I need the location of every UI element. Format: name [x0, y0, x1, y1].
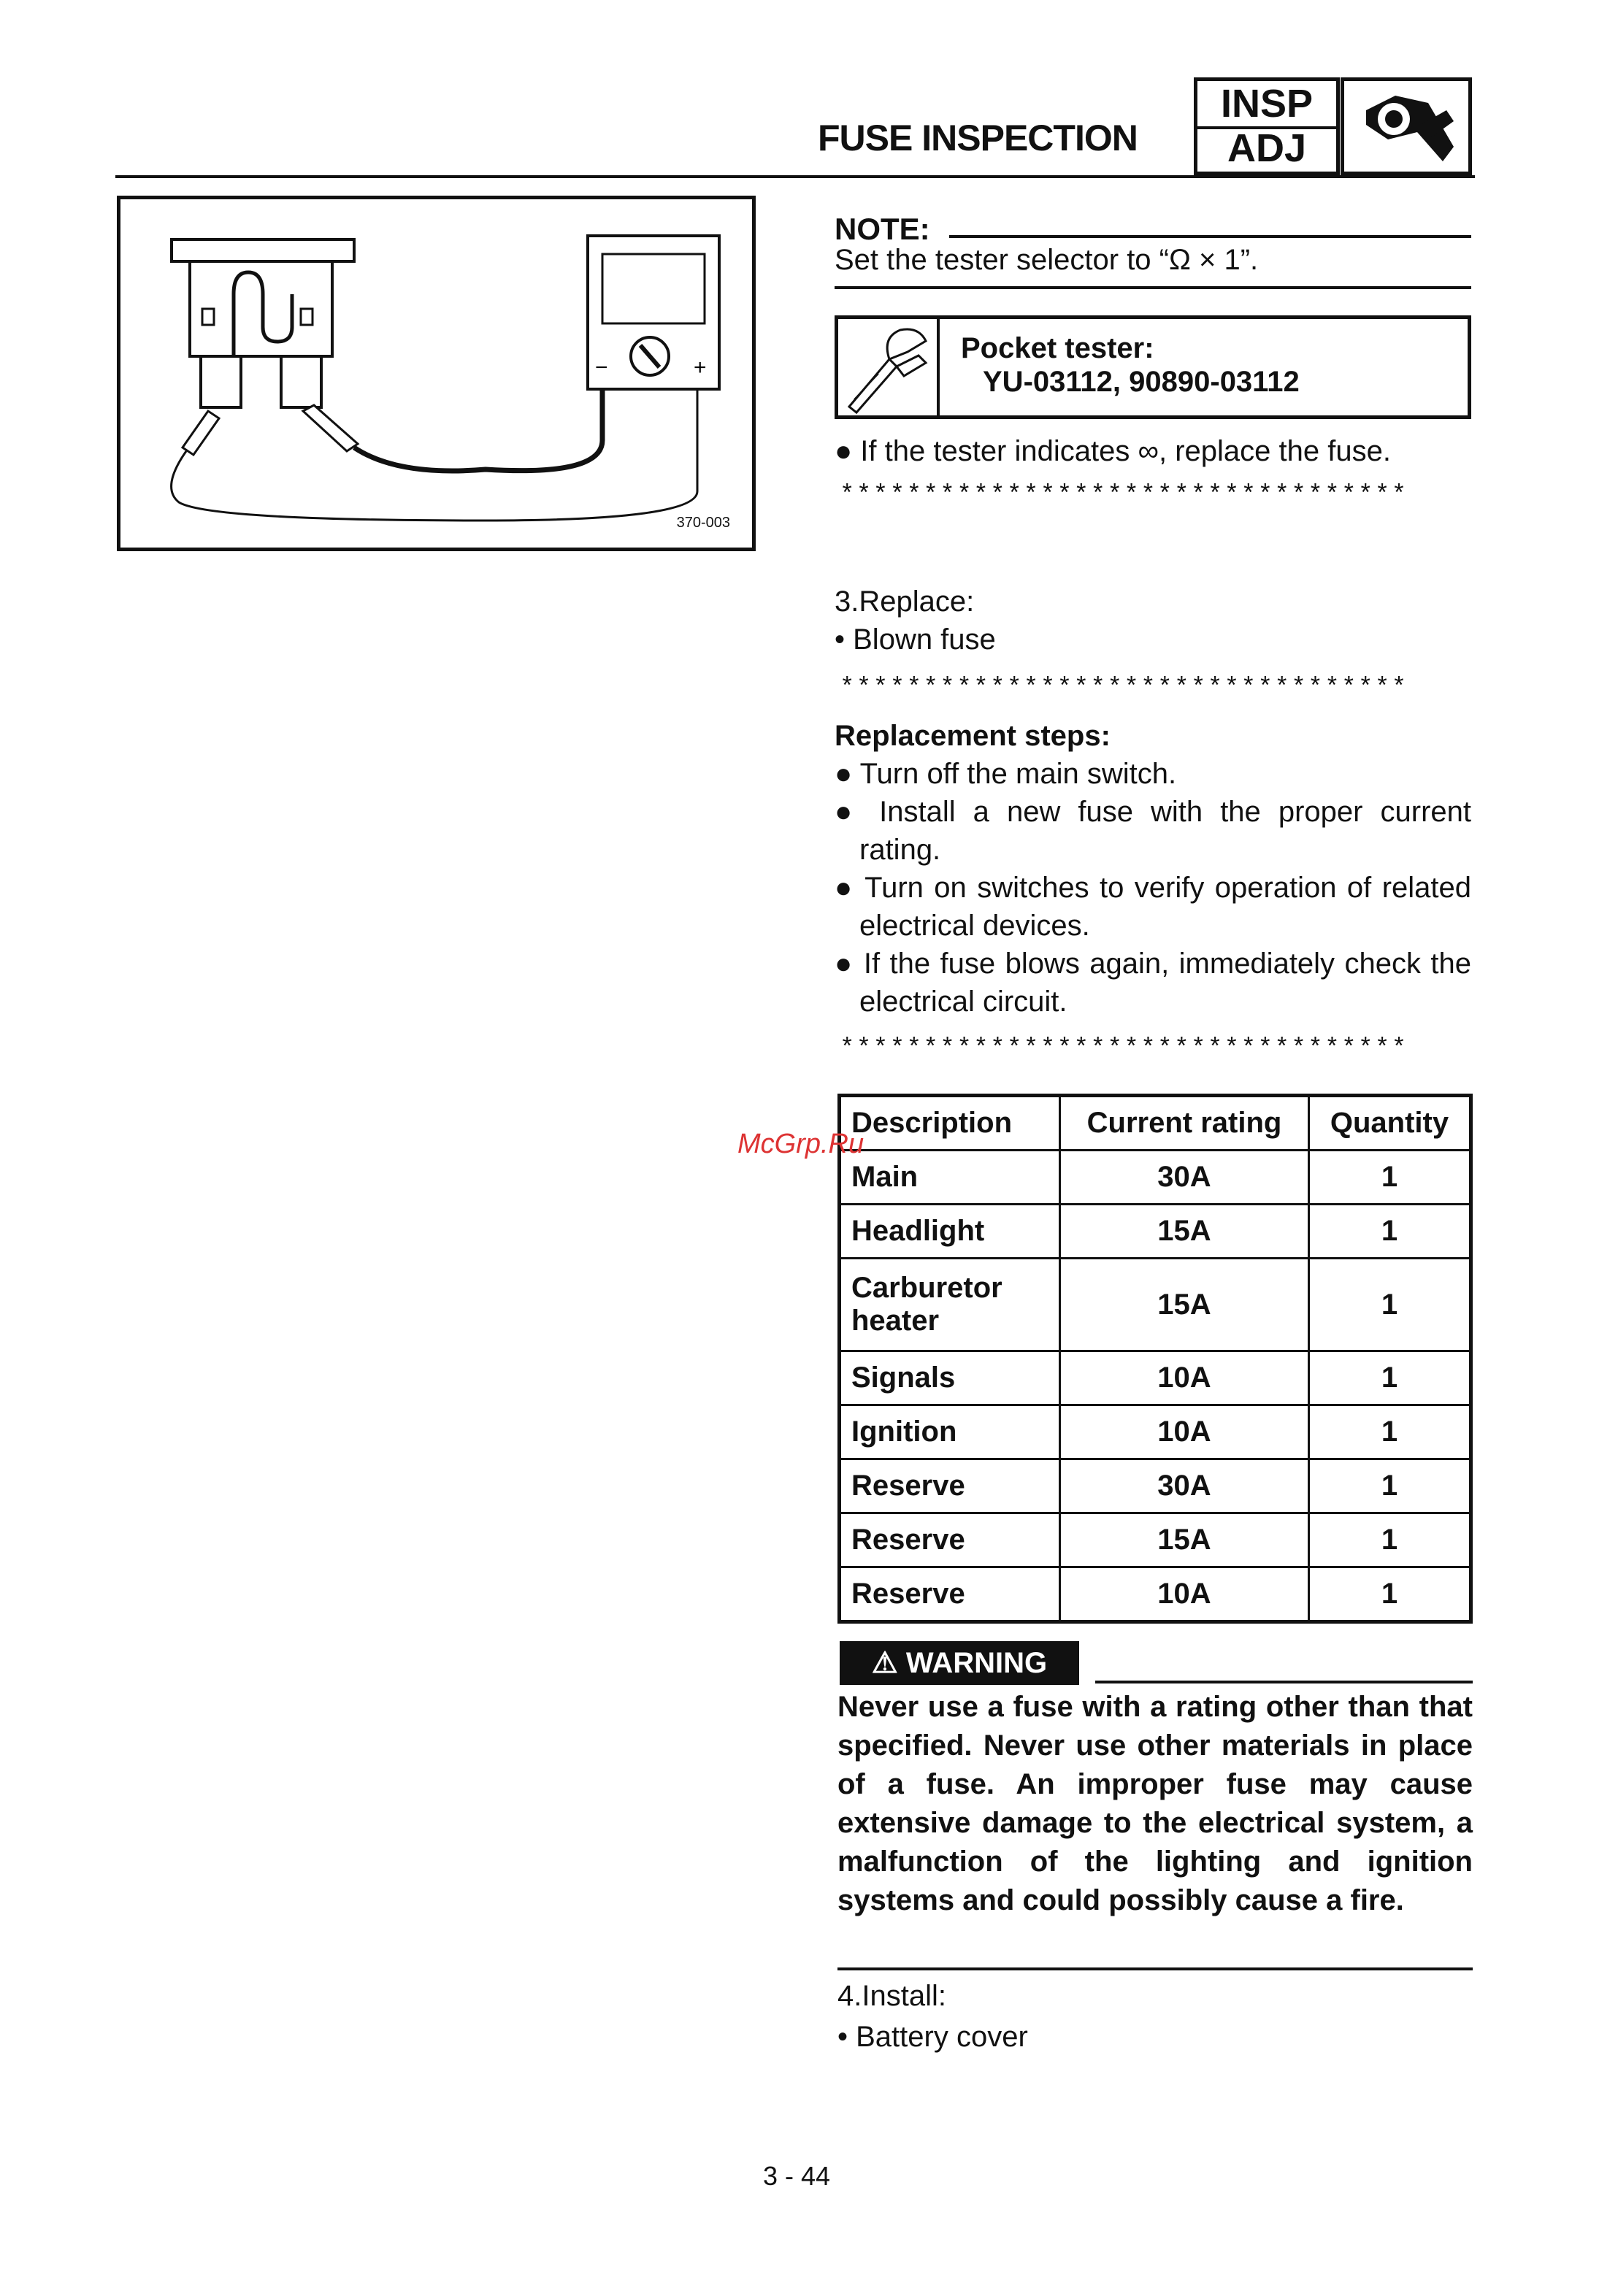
table-row: Headlight 15A 1 [840, 1205, 1471, 1259]
table-row: Main 30A 1 [840, 1151, 1471, 1205]
list-item: • Battery cover [837, 2021, 1028, 2053]
step3-item: Blown fuse [853, 623, 996, 656]
badge-icon-box [1341, 77, 1472, 175]
table-header-row [840, 1096, 1471, 1151]
list-item: ● Install a new fuse with the proper current rating. [835, 796, 1472, 866]
replacement-list [835, 755, 1471, 1021]
warning-rule [1095, 1681, 1473, 1683]
note-end-rule [835, 286, 1471, 289]
section-badge [1194, 77, 1340, 175]
tool-box [835, 315, 1471, 419]
note-rule [949, 235, 1471, 238]
warning-label: WARNING [905, 1647, 1048, 1679]
table-row: Ignition 10A 1 [840, 1405, 1471, 1459]
step4-title: 4.Install: [837, 1980, 946, 2012]
fuse-test-figure [117, 196, 756, 551]
replacement-heading: Replacement steps: [835, 720, 1111, 752]
warning-end-rule [837, 1967, 1473, 1970]
fuse-table [837, 1094, 1473, 1624]
plus-label: + [694, 356, 707, 380]
separator-stars: ********************************** [840, 482, 1408, 510]
pocket-tester-icon [838, 319, 934, 415]
list-item: ● If the tester indicates ∞, replace the fuse. [835, 435, 1391, 467]
list-item: • Blown fuse [835, 623, 996, 656]
separator-stars: ********************************** [840, 1035, 1408, 1063]
warning-icon: ⚠ [871, 1647, 898, 1679]
col-description: Description [840, 1096, 1060, 1151]
table-row: Reserve 15A 1 [840, 1513, 1471, 1567]
table-row: Carburetor heater 15A 1 [840, 1259, 1471, 1351]
tool-code: YU-03112, 90890-03112 [983, 366, 1300, 398]
separator-stars: ********************************** [840, 675, 1408, 702]
table-row: Reserve 10A 1 [840, 1567, 1471, 1622]
multimeter-diagram [120, 199, 752, 548]
badge-adj-label: ADJ [1227, 126, 1307, 170]
step4-item: Battery cover [856, 2021, 1028, 2053]
list-item: ● Turn on switches to verify operation of related electrical devices. [835, 872, 1471, 942]
col-current-rating: Current rating [1060, 1096, 1309, 1151]
badge-insp-label: INSP [1197, 81, 1336, 129]
list-item: ● Turn off the main switch. [835, 758, 1177, 790]
page-title: FUSE INSPECTION [818, 118, 1138, 158]
warning-text: Never use a fuse with a rating other than that specified. Never use other materials in place of a fuse. An improper fuse may cause extensive damage to the electrical system, a malfunction of the lighting and ignition systems and could possibly cause a fire. [837, 1691, 1473, 1916]
list-item: ● If the fuse blows again, immediately check the electrical circuit. [835, 948, 1471, 1018]
watermark: McGrp.Ru [737, 1129, 864, 1159]
header-rule [115, 175, 1475, 178]
page-number: 3 - 44 [763, 2161, 831, 2191]
minus-label: − [595, 356, 608, 380]
col-quantity: Quantity [1309, 1096, 1471, 1151]
figure-label: 370-003 [676, 515, 730, 531]
table-row: Signals 10A 1 [840, 1351, 1471, 1405]
step-if-text: If the tester indicates ∞, replace the fuse. [860, 435, 1391, 467]
wrench-icon [1344, 81, 1468, 172]
step3-title: 3.Replace: [835, 585, 975, 618]
tool-name: Pocket tester: [961, 332, 1154, 364]
tool-icon-cell [838, 319, 940, 415]
warning-badge [840, 1641, 1079, 1685]
note-heading: NOTE: [835, 212, 930, 246]
table-row: Reserve 30A 1 [840, 1459, 1471, 1513]
note-text: Set the tester selector to “Ω × 1”. [835, 244, 1259, 276]
